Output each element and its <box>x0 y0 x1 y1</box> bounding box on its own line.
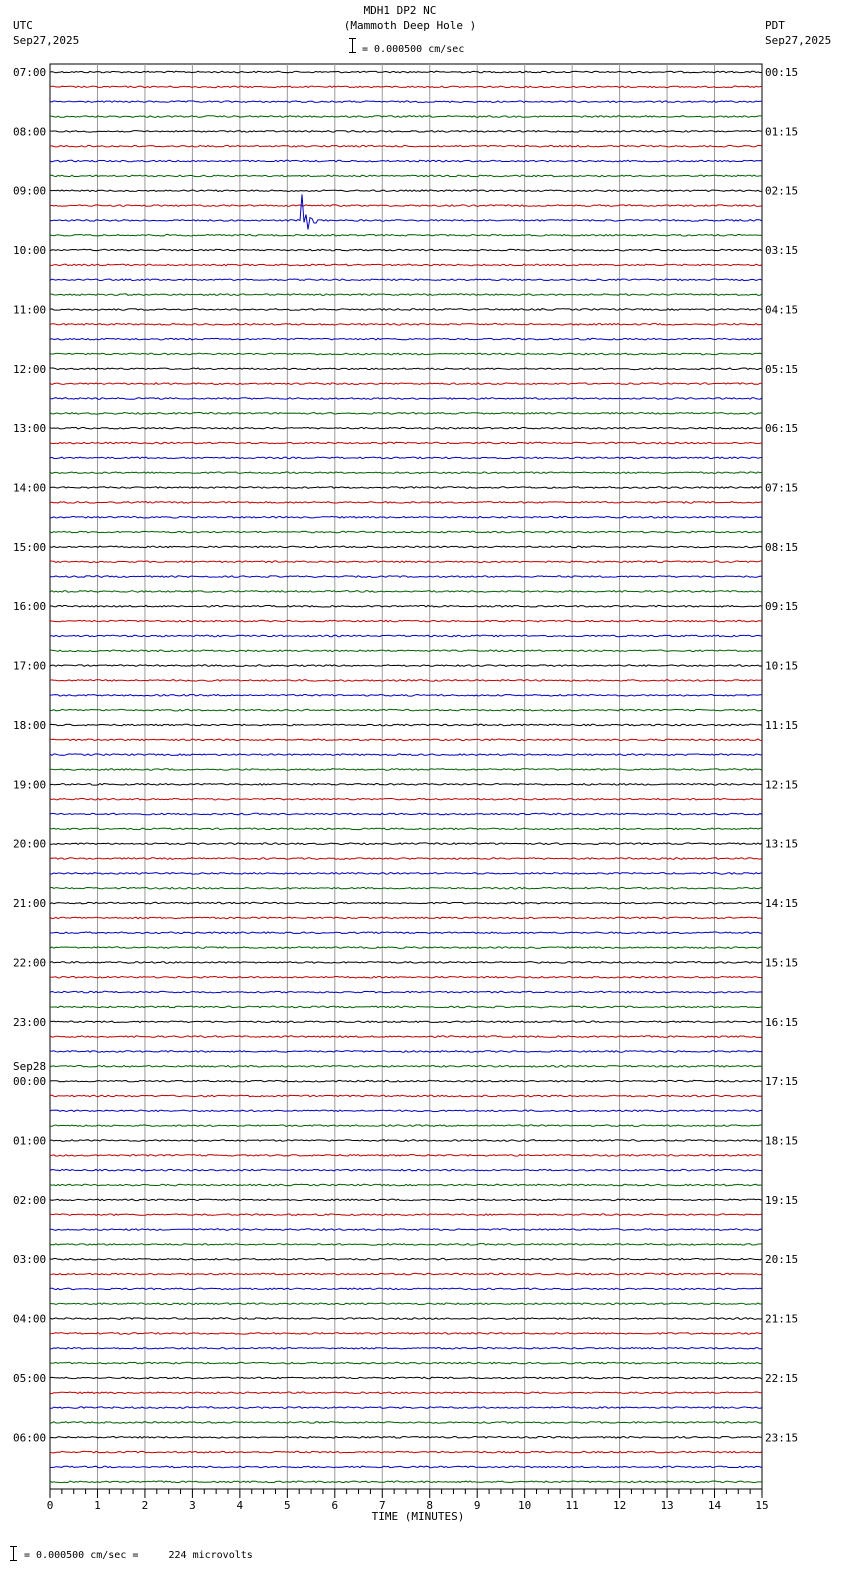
pdt-hour-label: 22:15 <box>765 1371 799 1385</box>
seismic-trace <box>50 1021 762 1023</box>
seismic-trace <box>50 1422 762 1424</box>
utc-hour-label: 12:00 <box>13 362 47 376</box>
left-timezone: UTC <box>13 19 33 32</box>
x-tick-label: 14 <box>707 1499 722 1512</box>
seismic-trace <box>50 680 762 682</box>
seismic-trace <box>50 902 762 904</box>
seismic-trace <box>50 1214 762 1216</box>
utc-hour-label: 20:00 <box>13 837 47 851</box>
x-tick-label: 9 <box>473 1499 481 1512</box>
seismic-trace <box>50 1407 762 1409</box>
seismic-trace <box>50 947 762 949</box>
seismic-trace <box>50 873 762 875</box>
seismic-trace <box>50 635 762 637</box>
site-title: (Mammoth Deep Hole ) <box>343 19 477 32</box>
seismic-trace <box>50 194 762 229</box>
utc-hour-label: 13:00 <box>13 422 47 436</box>
seismic-trace <box>50 739 762 741</box>
seismic-trace <box>50 858 762 860</box>
x-tick-label: 5 <box>284 1499 291 1512</box>
x-tick-label: 12 <box>612 1499 627 1512</box>
x-tick-label: 6 <box>331 1499 339 1512</box>
seismic-trace <box>50 309 762 311</box>
seismic-trace <box>50 724 762 726</box>
seismic-trace <box>50 1006 762 1008</box>
utc-hour-label: 14:00 <box>13 481 47 495</box>
utc-hour-label: 16:00 <box>13 600 47 614</box>
seismic-trace <box>50 1229 762 1231</box>
pdt-hour-label: 12:15 <box>765 778 799 792</box>
x-tick-label: 0 <box>46 1499 54 1512</box>
pdt-hour-label: 11:15 <box>765 718 799 732</box>
utc-hour-label: 10:00 <box>13 244 47 258</box>
seismic-trace <box>50 1125 762 1127</box>
utc-hour-label: 08:00 <box>13 125 47 139</box>
seismic-trace <box>50 1481 762 1483</box>
utc-hour-label: 07:00 <box>13 66 47 79</box>
seismic-trace <box>50 131 762 133</box>
utc-hour-label: 22:00 <box>13 956 47 970</box>
x-tick-label: 2 <box>141 1499 149 1512</box>
seismic-trace <box>50 442 762 444</box>
x-tick-label: 4 <box>236 1499 244 1512</box>
seismic-trace <box>50 1451 762 1453</box>
seismic-trace <box>50 324 762 326</box>
utc-hour-label: 03:00 <box>13 1253 47 1267</box>
seismic-trace <box>50 1303 762 1305</box>
pdt-hour-label: 01:15 <box>765 125 799 139</box>
seismic-trace <box>50 591 762 593</box>
utc-hour-label: 00:00 <box>13 1075 47 1089</box>
seismic-trace <box>50 1377 762 1379</box>
pdt-hour-label: 14:15 <box>765 897 799 911</box>
seismic-trace <box>50 1169 762 1171</box>
pdt-hour-label: 10:15 <box>765 659 799 673</box>
utc-hour-label: 09:00 <box>13 184 47 198</box>
seismic-trace <box>50 843 762 845</box>
seismic-trace <box>50 1199 762 1201</box>
utc-hour-label: 02:00 <box>13 1193 47 1207</box>
seismic-trace <box>50 709 762 711</box>
seismic-trace <box>50 1392 762 1394</box>
footer-scale-bar-icon <box>10 1546 17 1561</box>
x-tick-label: 15 <box>755 1499 769 1512</box>
seismic-trace <box>50 546 762 548</box>
seismic-trace <box>50 1244 762 1246</box>
seismic-trace <box>50 887 762 889</box>
x-tick-label: 11 <box>565 1499 579 1512</box>
pdt-hour-label: 17:15 <box>765 1075 799 1089</box>
pdt-hour-label: 08:15 <box>765 540 799 554</box>
seismic-trace <box>50 279 762 281</box>
seismic-trace <box>50 1362 762 1364</box>
seismic-trace <box>50 784 762 786</box>
pdt-hour-label: 05:15 <box>765 362 799 376</box>
pdt-hour-label: 20:15 <box>765 1253 799 1267</box>
seismic-trace <box>50 813 762 815</box>
seismic-trace <box>50 695 762 697</box>
seismic-trace <box>50 71 762 73</box>
pdt-hour-label: 18:15 <box>765 1134 799 1148</box>
x-tick-label: 7 <box>378 1499 386 1512</box>
seismic-trace <box>50 1273 762 1275</box>
seismic-trace <box>50 561 762 563</box>
seismic-trace <box>50 487 762 489</box>
seismic-trace <box>50 86 762 88</box>
seismic-trace <box>50 828 762 830</box>
utc-hour-label: 19:00 <box>13 778 47 792</box>
seismic-trace <box>50 769 762 771</box>
seismic-trace <box>50 605 762 607</box>
utc-hour-label: 23:00 <box>13 1015 47 1029</box>
seismic-trace <box>50 368 762 370</box>
seismic-trace <box>50 338 762 340</box>
x-tick-label: 1 <box>94 1499 101 1512</box>
seismic-trace <box>50 101 762 103</box>
pdt-hour-label: 02:15 <box>765 184 799 198</box>
pdt-hour-label: 16:15 <box>765 1015 799 1029</box>
seismic-trace <box>50 1080 762 1082</box>
seismic-trace <box>50 264 762 266</box>
pdt-hour-label: 00:15 <box>765 66 799 79</box>
seismic-trace <box>50 116 762 118</box>
plot-frame <box>50 64 762 1489</box>
seismic-trace <box>50 798 762 800</box>
seismic-trace <box>50 991 762 993</box>
seismic-trace <box>50 754 762 756</box>
seismic-trace <box>50 1333 762 1335</box>
pdt-hour-label: 15:15 <box>765 956 799 970</box>
utc-hour-label: 15:00 <box>13 540 47 554</box>
pdt-hour-label: 03:15 <box>765 244 799 258</box>
seismic-trace <box>50 1155 762 1157</box>
pdt-hour-label: 13:15 <box>765 837 799 851</box>
seismic-trace <box>50 1437 762 1439</box>
pdt-hour-label: 09:15 <box>765 600 799 614</box>
footer-scale-note: = 0.000500 cm/sec = 224 microvolts <box>24 1550 253 1561</box>
right-date: Sep27,2025 <box>765 34 832 47</box>
x-tick-label: 13 <box>660 1499 674 1512</box>
utc-hour-label: 21:00 <box>13 897 47 911</box>
utc-hour-label: 05:00 <box>13 1371 47 1385</box>
seismic-trace <box>50 398 762 400</box>
utc-hour-label: 06:00 <box>13 1431 47 1445</box>
x-tick-label: 3 <box>189 1499 196 1512</box>
x-tick-label: 10 <box>518 1499 532 1512</box>
seismic-trace <box>50 1288 762 1290</box>
x-axis-label: TIME (MINUTES) <box>371 1510 465 1523</box>
seismic-trace <box>50 932 762 934</box>
seismic-trace <box>50 205 762 207</box>
seismic-trace <box>50 1258 762 1260</box>
seismic-trace <box>50 160 762 162</box>
seismic-trace <box>50 234 762 236</box>
seismic-trace <box>50 1140 762 1142</box>
utc-hour-label: 17:00 <box>13 659 47 673</box>
seismic-trace <box>50 413 762 415</box>
date-change-label: Sep28 <box>13 1060 47 1074</box>
utc-hour-label: 04:00 <box>13 1312 47 1326</box>
pdt-hour-label: 04:15 <box>765 303 799 317</box>
pdt-hour-label: 19:15 <box>765 1193 799 1207</box>
utc-hour-label: 18:00 <box>13 718 47 732</box>
seismic-trace <box>50 249 762 251</box>
seismic-trace <box>50 427 762 429</box>
seismic-trace <box>50 531 762 533</box>
seismic-trace <box>50 1066 762 1068</box>
seismic-trace <box>50 1036 762 1038</box>
seismic-trace <box>50 917 762 919</box>
seismic-trace <box>50 175 762 177</box>
seismic-trace <box>50 502 762 504</box>
utc-hour-label: 01:00 <box>13 1134 47 1148</box>
seismic-trace <box>50 962 762 964</box>
seismic-trace <box>50 353 762 355</box>
seismic-trace <box>50 1095 762 1097</box>
pdt-hour-label: 06:15 <box>765 422 799 436</box>
pdt-hour-label: 21:15 <box>765 1312 799 1326</box>
seismic-trace <box>50 1318 762 1320</box>
seismic-trace <box>50 620 762 622</box>
scale-label: = 0.000500 cm/sec <box>362 44 465 55</box>
left-date: Sep27,2025 <box>13 34 80 47</box>
seismic-trace <box>50 976 762 978</box>
station-title: MDH1 DP2 NC <box>363 4 437 17</box>
seismic-trace <box>50 650 762 652</box>
pdt-hour-label: 07:15 <box>765 481 799 495</box>
seismic-trace <box>50 516 762 518</box>
seismic-trace <box>50 576 762 578</box>
seismic-trace <box>50 383 762 385</box>
seismic-trace <box>50 457 762 459</box>
seismic-trace <box>50 294 762 296</box>
seismic-trace <box>50 190 762 192</box>
seismic-trace <box>50 1466 762 1468</box>
x-tick-label: 8 <box>426 1499 434 1512</box>
right-timezone: PDT <box>765 19 785 32</box>
seismic-trace <box>50 665 762 667</box>
seismic-trace <box>50 1110 762 1112</box>
seismic-trace <box>50 1051 762 1053</box>
pdt-hour-label: 23:15 <box>765 1431 799 1445</box>
seismic-trace <box>50 145 762 147</box>
seismic-trace <box>50 1347 762 1349</box>
seismic-trace <box>50 1184 762 1186</box>
seismic-trace <box>50 472 762 474</box>
utc-hour-label: 11:00 <box>13 303 47 317</box>
